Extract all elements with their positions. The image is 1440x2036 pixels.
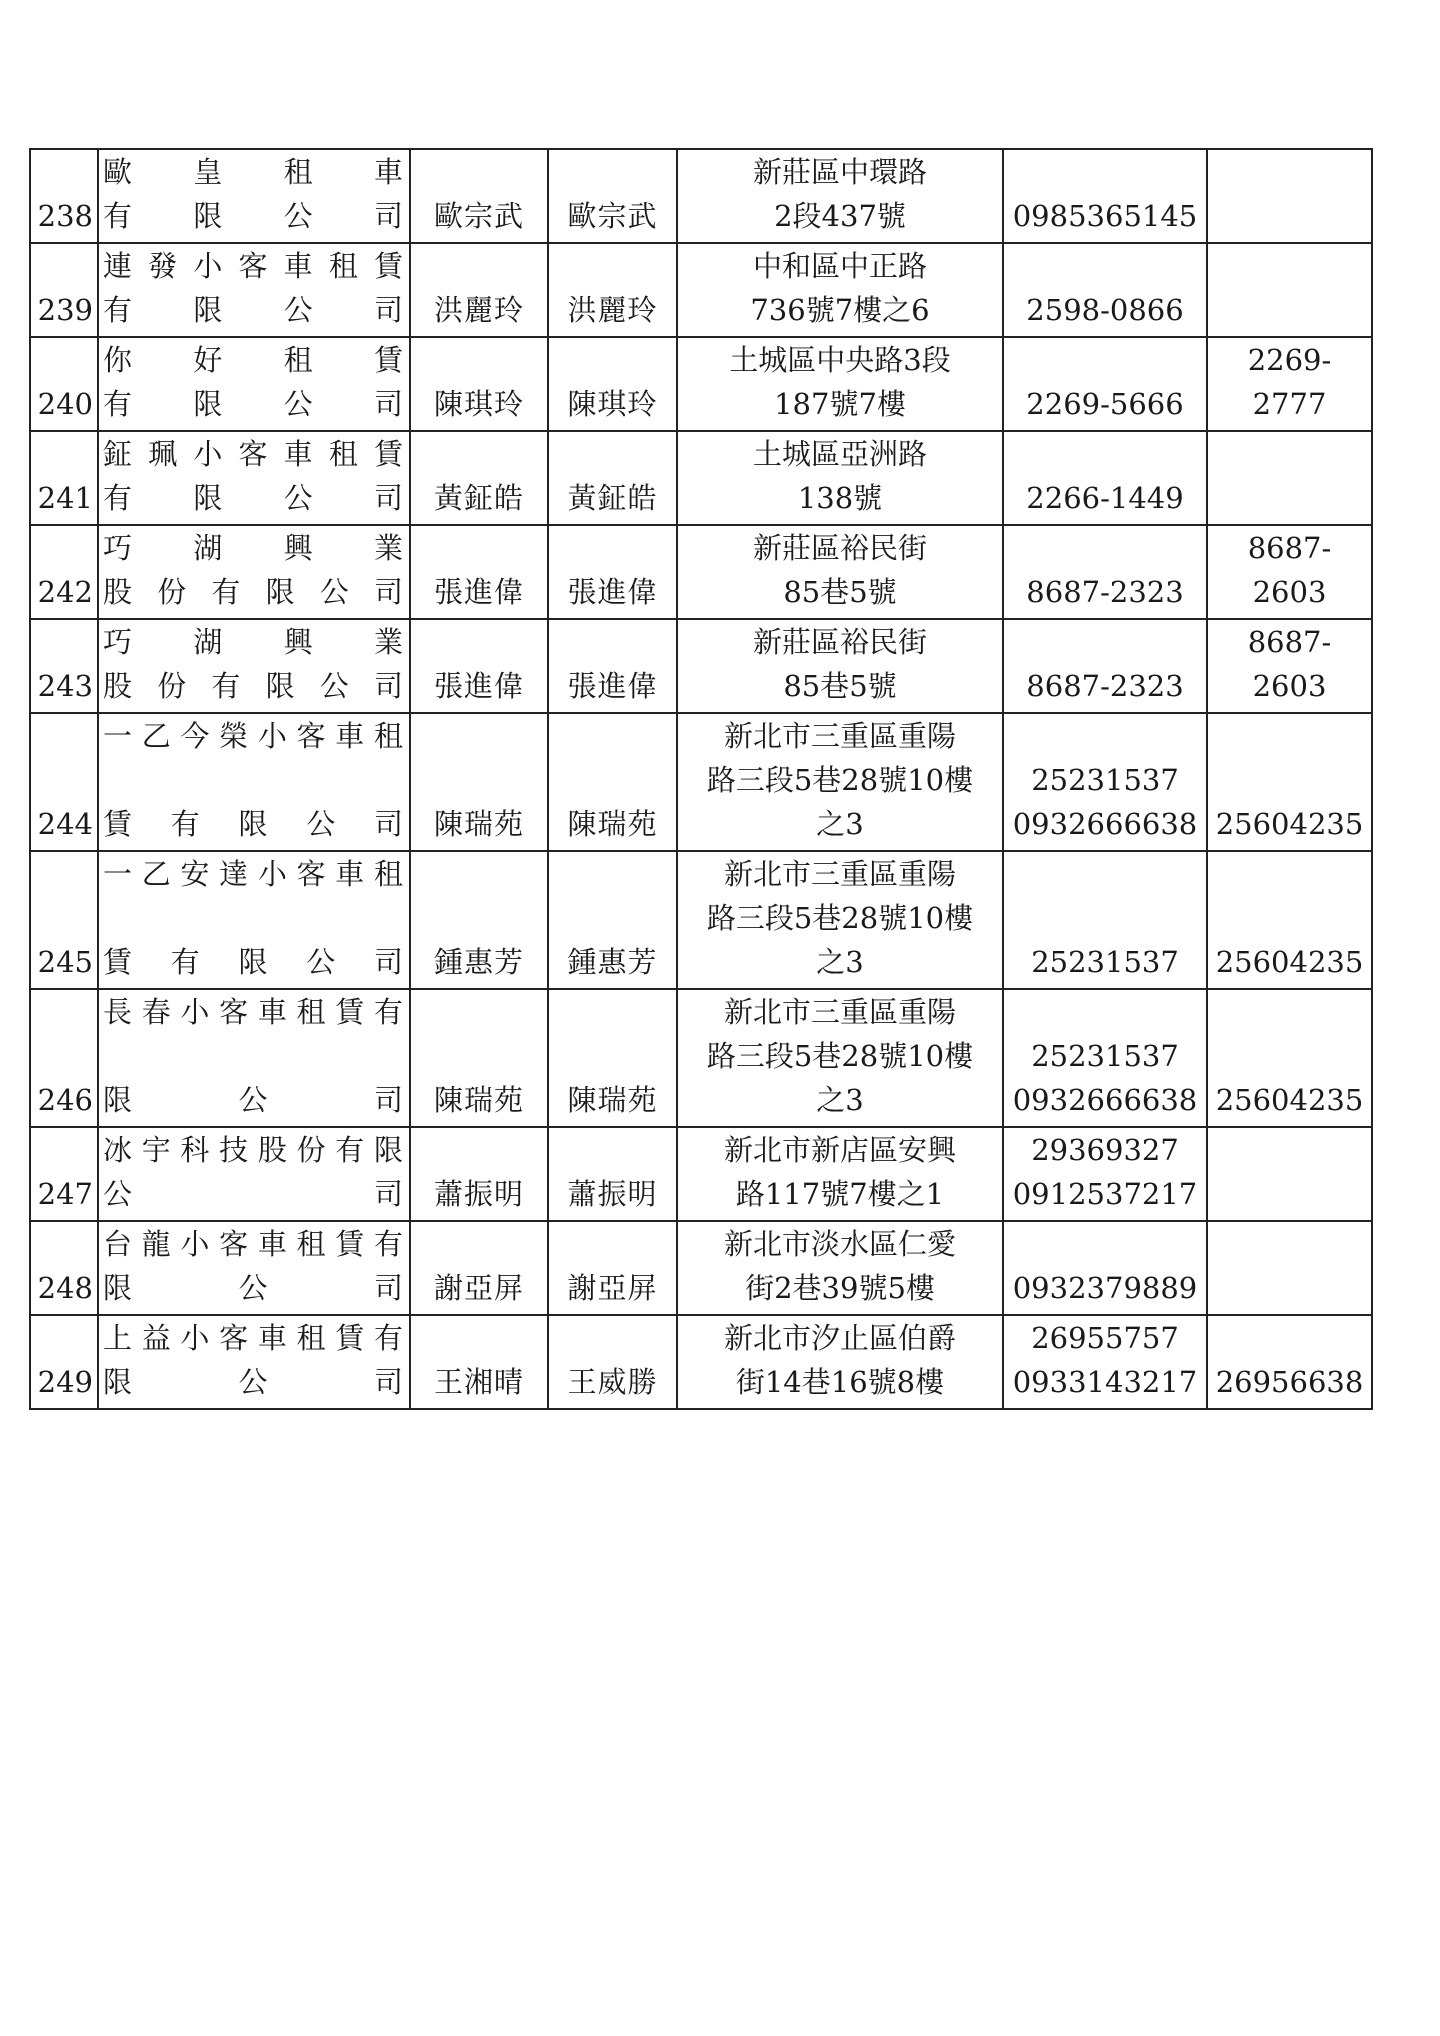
table-row <box>30 337 1372 431</box>
table-row <box>30 431 1372 525</box>
row-number: 246 <box>30 989 98 1127</box>
row-number: 240 <box>30 337 98 431</box>
address-line: 土城區中央路3段 <box>729 343 951 377</box>
company-line: 有 限 公 司 <box>103 199 405 233</box>
table-row <box>30 1127 1372 1221</box>
row-number: 244 <box>30 713 98 851</box>
address-line: 新北市淡水區仁愛 <box>723 1227 956 1261</box>
address-line: 85巷5號 <box>783 669 897 703</box>
address-line: 之3 <box>816 807 864 841</box>
company-name-cell <box>98 337 410 431</box>
company-name-cell <box>98 431 410 525</box>
representative-cell: 蕭振明 <box>410 1127 548 1221</box>
company-name-cell <box>98 989 410 1127</box>
address-line: 路三段5巷28號10樓 <box>706 1039 974 1073</box>
company-name-cell <box>98 619 410 713</box>
address-cell <box>677 337 1003 431</box>
contact-person-cell: 陳瑞苑 <box>548 713 677 851</box>
address-cell <box>677 1221 1003 1315</box>
company-line: 有 限 公 司 <box>103 481 405 515</box>
address-line: 新莊區裕民街 <box>752 625 927 659</box>
phone-cell <box>1003 431 1207 525</box>
address-line: 736號7樓之6 <box>750 293 930 327</box>
company-name-cell <box>98 713 410 851</box>
representative-cell: 張進偉 <box>410 619 548 713</box>
row-number: 238 <box>30 149 98 243</box>
company-name-cell <box>98 243 410 337</box>
phone-cell <box>1003 619 1207 713</box>
contact-person-cell: 歐宗武 <box>548 149 677 243</box>
representative-cell: 陳琪玲 <box>410 337 548 431</box>
address-cell <box>677 243 1003 337</box>
address-line: 街14巷16號8樓 <box>735 1365 945 1399</box>
company-line: 鉦珮小客車租賃 <box>103 437 405 471</box>
row-number: 242 <box>30 525 98 619</box>
phone-line: 25231537 <box>1031 1039 1179 1073</box>
address-line: 新莊區裕民街 <box>752 531 927 565</box>
phone-cell <box>1003 149 1207 243</box>
fax-cell: 25604235 <box>1207 851 1372 989</box>
address-line: 新北市汐止區伯爵 <box>723 1321 956 1355</box>
fax-cell <box>1207 243 1372 337</box>
company-line: 賃 有 限 公 司 <box>103 807 405 841</box>
company-line: 你 好 租 賃 <box>103 343 405 377</box>
contact-person-cell: 王威勝 <box>548 1315 677 1409</box>
address-line: 2段437號 <box>774 199 906 233</box>
address-line: 新莊區中環路 <box>752 155 927 189</box>
fax-cell <box>1207 431 1372 525</box>
company-line: 台龍小客車租賃有 <box>103 1227 405 1261</box>
address-line: 之3 <box>816 945 864 979</box>
phone-line: 25231537 <box>1031 945 1179 979</box>
company-line <box>103 758 405 802</box>
table-row <box>30 243 1372 337</box>
table-row <box>30 1315 1372 1409</box>
company-line: 限 公 司 <box>103 1365 405 1399</box>
contact-person-cell: 蕭振明 <box>548 1127 677 1221</box>
table-row <box>30 713 1372 851</box>
fax-cell <box>1207 1127 1372 1221</box>
contact-person-cell: 陳琪玲 <box>548 337 677 431</box>
company-line: 有 限 公 司 <box>103 387 405 421</box>
phone-cell <box>1003 243 1207 337</box>
phone-cell <box>1003 1315 1207 1409</box>
contact-person-cell: 陳瑞苑 <box>548 989 677 1127</box>
table-row <box>30 851 1372 989</box>
rental-company-table <box>29 148 1373 1410</box>
address-cell <box>677 851 1003 989</box>
phone-line: 8687-2323 <box>1026 669 1184 703</box>
company-line: 連發小客車租賃 <box>103 249 405 283</box>
representative-cell: 黃鉦皓 <box>410 431 548 525</box>
table-row <box>30 619 1372 713</box>
phone-line: 2266-1449 <box>1026 481 1184 515</box>
company-line: 一乙安達小客車租 <box>103 857 405 891</box>
contact-person-cell: 張進偉 <box>548 525 677 619</box>
phone-cell <box>1003 525 1207 619</box>
phone-cell <box>1003 1221 1207 1315</box>
fax-cell <box>1207 1221 1372 1315</box>
address-line: 新北市三重區重陽 <box>723 857 956 891</box>
address-line: 187號7樓 <box>774 387 906 421</box>
company-line: 巧 湖 興 業 <box>103 531 405 565</box>
address-line: 路117號7樓之1 <box>735 1177 945 1211</box>
company-name-cell <box>98 1127 410 1221</box>
row-number: 249 <box>30 1315 98 1409</box>
company-line: 股份有限公司 <box>103 575 405 609</box>
company-name-cell <box>98 525 410 619</box>
company-line: 巧 湖 興 業 <box>103 625 405 659</box>
fax-cell: 25604235 <box>1207 989 1372 1127</box>
phone-line: 0985365145 <box>1012 199 1198 233</box>
address-cell <box>677 525 1003 619</box>
representative-cell: 歐宗武 <box>410 149 548 243</box>
company-line: 公 司 <box>103 1177 405 1211</box>
representative-cell: 鍾惠芳 <box>410 851 548 989</box>
phone-line: 2269-5666 <box>1026 387 1184 421</box>
company-line: 限 公 司 <box>103 1271 405 1305</box>
address-line: 路三段5巷28號10樓 <box>706 901 974 935</box>
contact-person-cell: 黃鉦皓 <box>548 431 677 525</box>
phone-line: 0932666638 <box>1012 807 1198 841</box>
company-name-cell <box>98 851 410 989</box>
phone-line: 0932666638 <box>1012 1083 1198 1117</box>
address-cell <box>677 431 1003 525</box>
representative-cell: 王湘晴 <box>410 1315 548 1409</box>
phone-cell <box>1003 989 1207 1127</box>
table-body <box>30 149 1372 1409</box>
phone-line: 29369327 <box>1031 1133 1179 1167</box>
phone-cell <box>1003 337 1207 431</box>
contact-person-cell: 謝亞屏 <box>548 1221 677 1315</box>
fax-cell: 25604235 <box>1207 713 1372 851</box>
phone-line: 26955757 <box>1031 1321 1179 1355</box>
company-line: 一乙今榮小客車租 <box>103 719 405 753</box>
phone-line: 25231537 <box>1031 763 1179 797</box>
representative-cell: 洪麗玲 <box>410 243 548 337</box>
company-line: 上益小客車租賃有 <box>103 1321 405 1355</box>
table-row <box>30 989 1372 1127</box>
phone-line: 0932379889 <box>1012 1271 1198 1305</box>
representative-cell: 謝亞屏 <box>410 1221 548 1315</box>
address-cell <box>677 713 1003 851</box>
table-row <box>30 525 1372 619</box>
fax-cell: 2269-2777 <box>1207 337 1372 431</box>
address-line: 新北市新店區安興 <box>723 1133 956 1167</box>
row-number: 239 <box>30 243 98 337</box>
phone-line: 0933143217 <box>1012 1365 1198 1399</box>
contact-person-cell: 洪麗玲 <box>548 243 677 337</box>
address-line: 街2巷39號5樓 <box>745 1271 935 1305</box>
phone-cell <box>1003 713 1207 851</box>
company-line: 限 公 司 <box>103 1083 405 1117</box>
address-cell <box>677 989 1003 1127</box>
phone-line: 8687-2323 <box>1026 575 1184 609</box>
row-number: 241 <box>30 431 98 525</box>
contact-person-cell: 張進偉 <box>548 619 677 713</box>
company-line: 歐 皇 租 車 <box>103 155 405 189</box>
company-line: 長春小客車租賃有 <box>103 995 405 1029</box>
company-name-cell <box>98 1315 410 1409</box>
row-number: 248 <box>30 1221 98 1315</box>
company-line: 冰宇科技股份有限 <box>103 1133 405 1167</box>
company-line: 股份有限公司 <box>103 669 405 703</box>
company-line: 有 限 公 司 <box>103 293 405 327</box>
company-name-cell <box>98 1221 410 1315</box>
address-cell <box>677 1127 1003 1221</box>
row-number: 243 <box>30 619 98 713</box>
phone-line: 2598-0866 <box>1026 293 1184 327</box>
address-line: 之3 <box>816 1083 864 1117</box>
representative-cell: 陳瑞苑 <box>410 989 548 1127</box>
address-line: 85巷5號 <box>783 575 897 609</box>
row-number: 247 <box>30 1127 98 1221</box>
address-cell <box>677 619 1003 713</box>
table-row <box>30 1221 1372 1315</box>
fax-cell: 26956638 <box>1207 1315 1372 1409</box>
address-line: 路三段5巷28號10樓 <box>706 763 974 797</box>
address-line: 新北市三重區重陽 <box>723 719 956 753</box>
fax-cell: 8687-2603 <box>1207 619 1372 713</box>
address-cell <box>677 1315 1003 1409</box>
representative-cell: 張進偉 <box>410 525 548 619</box>
fax-cell: 8687-2603 <box>1207 525 1372 619</box>
company-line: 賃 有 限 公 司 <box>103 945 405 979</box>
phone-line: 0912537217 <box>1012 1177 1198 1211</box>
address-line: 新北市三重區重陽 <box>723 995 956 1029</box>
company-line <box>103 1034 405 1078</box>
phone-cell <box>1003 851 1207 989</box>
table-row <box>30 149 1372 243</box>
row-number: 245 <box>30 851 98 989</box>
representative-cell: 陳瑞苑 <box>410 713 548 851</box>
fax-cell <box>1207 149 1372 243</box>
contact-person-cell: 鍾惠芳 <box>548 851 677 989</box>
company-line <box>103 896 405 940</box>
phone-cell <box>1003 1127 1207 1221</box>
address-cell <box>677 149 1003 243</box>
address-line: 138號 <box>797 481 883 515</box>
address-line: 中和區中正路 <box>752 249 927 283</box>
company-name-cell <box>98 149 410 243</box>
address-line: 土城區亞洲路 <box>752 437 927 471</box>
